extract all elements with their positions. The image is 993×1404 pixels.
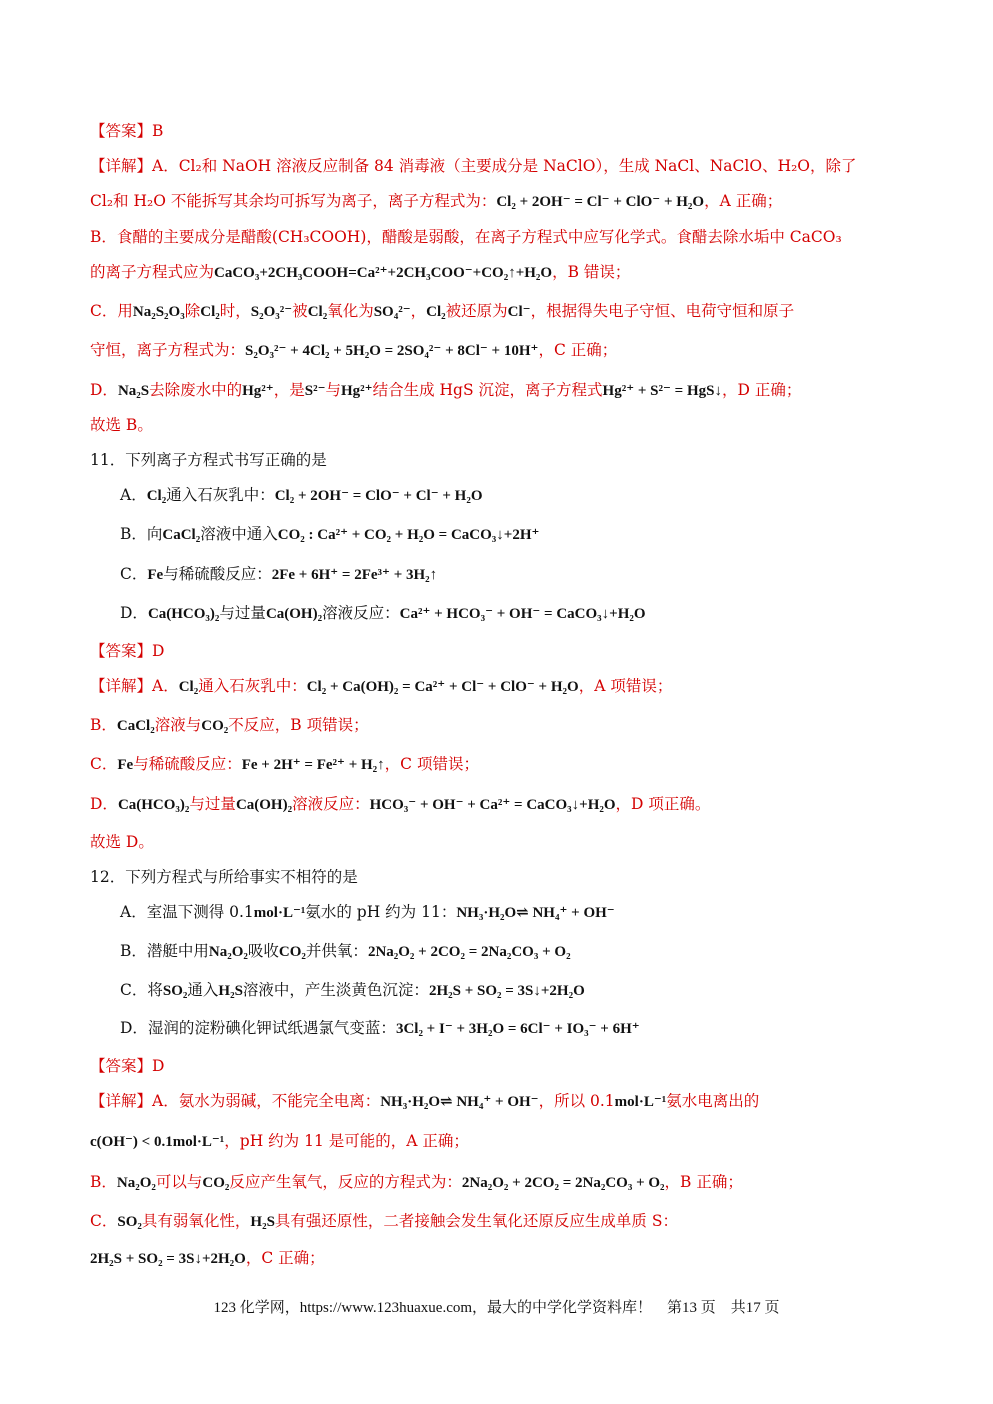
conclusion-line: 故选 D。	[90, 833, 154, 851]
formula: CaCl₂	[116, 718, 155, 734]
explanation-line: D．Ca(HCO₃)₂与过量Ca(OH)₂溶液反应：HCO₃⁻ + OH⁻ + Ca²⁺ = CaCO₃↓+H₂O，D 项正确。	[90, 795, 711, 813]
formula: Na₂O₂	[208, 944, 248, 960]
question-12-title: 12．下列方程式与所给事实不相符的是	[90, 868, 358, 886]
formula: Cl₂ + Ca(OH)₂ = Ca²⁺ + Cl⁻ + ClO⁻ + H₂O	[306, 679, 579, 695]
formula: Na₂O₂	[116, 1175, 156, 1191]
formula: Ca²⁺ + HCO₃⁻ + OH⁻ = CaCO₃↓+H₂O	[399, 606, 646, 622]
explanation-line: 的离子方程式应为CaCO₃+2CH₃COOH=Ca²⁺+2CH₃COO⁻+CO₂↑+H₂O，B 错误；	[90, 263, 631, 281]
conclusion-line: 故选 B。	[90, 416, 153, 434]
explanation-line: c(OH⁻) < 0.1mol·L⁻¹，pH 约为 11 是可能的，A 正确；	[90, 1132, 469, 1150]
option-d: D．Ca(HCO₃)₂与过量Ca(OH)₂溶液反应：Ca²⁺ + HCO₃⁻ + OH⁻ = CaCO₃↓+H₂O	[120, 604, 646, 622]
formula: Na₂S	[117, 383, 150, 399]
formula: CaCl₂	[162, 527, 201, 543]
option-c: C．Fe与稀硫酸反应：2Fe + 6H⁺ = 2Fe³⁺ + 3H₂↑	[120, 565, 438, 583]
explanation-line: C．Fe与稀硫酸反应：Fe + 2H⁺ = Fe²⁺ + H₂↑，C 项错误；	[90, 755, 479, 773]
explanation-line: B．Na₂O₂可以与CO₂反应产生氧气，反应的方程式为：2Na₂O₂ + 2CO₂ = 2Na₂CO₃ + O₂，B 正确；	[90, 1173, 743, 1191]
explanation-line: 2H₂S + SO₂ = 3S↓+2H₂O，C 正确；	[90, 1249, 325, 1267]
formula: S₂O₃²⁻ + 4Cl₂ + 5H₂O = 2SO₄²⁻ + 8Cl⁻ + 10H⁺	[245, 343, 539, 359]
formula: Cl₂ + 2OH⁻ = Cl⁻ + ClO⁻ + H₂O	[496, 194, 705, 210]
option-d: D．湿润的淀粉碘化钾试纸遇氯气变蓝：3Cl₂ + I⁻ + 3H₂O = 6Cl⁻ + IO₃⁻ + 6H⁺	[120, 1019, 640, 1037]
formula: 2Na₂O₂ + 2CO₂ = 2Na₂CO₃ + O₂	[367, 944, 571, 960]
formula: Ca(HCO₃)₂	[117, 797, 190, 813]
formula: Cl₂	[426, 304, 446, 320]
explanation-line: 【详解】A．Cl₂通入石灰乳中：Cl₂ + Ca(OH)₂ = Ca²⁺ + Cl⁻ + ClO⁻ + H₂O，A 项错误；	[90, 677, 673, 695]
option-a: A．室温下测得 0.1mol·L⁻¹氨水的 pH 约为 11：NH₃·H₂O⇌ NH₄⁺ + OH⁻	[120, 903, 615, 921]
formula: S₂O₃²⁻	[250, 304, 293, 320]
formula: SO₄²⁻	[373, 304, 411, 320]
formula: NH₃·H₂O⇌ NH₄⁺ + OH⁻	[380, 1094, 539, 1110]
explanation-line: 【详解】A．氨水为弱碱，不能完全电离：NH₃·H₂O⇌ NH₄⁺ + OH⁻，所以 0.1mol·L⁻¹氨水电离出的	[90, 1092, 760, 1110]
explanation-line: C．SO₂具有弱氧化性，H₂S具有强还原性，二者接触会发生氧化还原反应生成单质 S：	[90, 1212, 678, 1230]
formula: H₂S	[218, 983, 243, 999]
formula: 2H₂S + SO₂ = 3S↓+2H₂O	[428, 983, 585, 999]
explanation-line: 守恒，离子方程式为：S₂O₃²⁻ + 4Cl₂ + 5H₂O = 2SO₄²⁻ + 8Cl⁻ + 10H⁺，C 正确；	[90, 341, 618, 359]
formula: Ca(HCO₃)₂	[147, 606, 220, 622]
option-a: A．Cl₂通入石灰乳中：Cl₂ + 2OH⁻ = ClO⁻ + Cl⁻ + H₂O	[120, 486, 483, 504]
formula: Ca(OH)₂	[235, 797, 293, 813]
formula: S²⁻	[304, 383, 326, 399]
answer-label: 【答案】B	[90, 122, 164, 140]
formula: CO₂	[202, 1175, 230, 1191]
formula: CO₂	[278, 944, 306, 960]
formula: Fe	[147, 567, 164, 583]
answer-label: 【答案】D	[90, 642, 165, 660]
formula: c(OH⁻) < 0.1mol·L⁻¹	[90, 1134, 225, 1150]
formula: 2Na₂O₂ + 2CO₂ = 2Na₂CO₃ + O₂	[461, 1175, 665, 1191]
formula: CO₂ : Ca²⁺ + CO₂ + H₂O = CaCO₃↓+2H⁺	[277, 527, 540, 543]
formula: Hg²⁺	[242, 383, 274, 399]
formula: NH₃·H₂O⇌ NH₄⁺ + OH⁻	[456, 905, 615, 921]
formula: 3Cl₂ + I⁻ + 3H₂O = 6Cl⁻ + IO₃⁻ + 6H⁺	[395, 1021, 640, 1037]
formula: Cl₂ + 2OH⁻ = ClO⁻ + Cl⁻ + H₂O	[274, 488, 483, 504]
explanation-line: 【详解】A．Cl₂和 NaOH 溶液反应制备 84 消毒液（主要成分是 NaClO），生成 NaCl、NaClO、H₂O，除了	[90, 157, 857, 175]
formula: Hg²⁺ + S²⁻ = HgS↓	[602, 383, 722, 399]
formula: mol·L⁻¹	[614, 1094, 667, 1110]
formula: 2H₂S + SO₂ = 3S↓+2H₂O	[90, 1251, 246, 1267]
formula: CaCO₃+2CH₃COOH=Ca²⁺+2CH₃COO⁻+CO₂↑+H₂O	[214, 265, 553, 281]
formula: H₂S	[250, 1214, 275, 1230]
option-c: C．将SO₂通入H₂S溶液中，产生淡黄色沉淀：2H₂S + SO₂ = 3S↓+2H₂O	[120, 981, 585, 999]
formula: Hg²⁺	[341, 383, 373, 399]
explanation-line: D．Na₂S去除废水中的Hg²⁺，是S²⁻与Hg²⁺结合生成 HgS 沉淀，离子方程式Hg²⁺ + S²⁻ = HgS↓，D 正确；	[90, 381, 802, 399]
formula: Fe	[117, 757, 134, 773]
explanation-line: B．CaCl₂溶液与CO₂不反应，B 项错误；	[90, 716, 369, 734]
formula: Ca(OH)₂	[265, 606, 323, 622]
formula: SO₂	[162, 983, 188, 999]
formula: Cl₂	[200, 304, 220, 320]
formula: Cl₂	[178, 679, 199, 695]
formula: SO₂	[117, 1214, 142, 1230]
explanation-line: Cl₂和 H₂O 不能拆写其余均可拆写为离子，离子方程式为：Cl₂ + 2OH⁻ = Cl⁻ + ClO⁻ + H₂O，A 正确；	[90, 192, 783, 210]
formula: HCO₃⁻ + OH⁻ + Ca²⁺ = CaCO₃↓+H₂O	[369, 797, 616, 813]
formula: mol·L⁻¹	[253, 905, 306, 921]
formula: Cl₂	[307, 304, 328, 320]
answer-label: 【答案】D	[90, 1057, 165, 1075]
formula: Fe + 2H⁺ = Fe²⁺ + H₂↑	[241, 757, 385, 773]
explanation-line: B．食醋的主要成分是醋酸(CH₃COOH)，醋酸是弱酸，在离子方程式中应写化学式。食醋去除水垢中 CaCO₃	[90, 228, 842, 246]
option-b: B．潜艇中用Na₂O₂吸收CO₂并供氧：2Na₂O₂ + 2CO₂ = 2Na₂CO₃ + O₂	[120, 942, 571, 960]
question-11-title: 11．下列离子方程式书写正确的是	[90, 451, 327, 469]
explanation-line: C．用Na₂S₂O₃除Cl₂时，S₂O₃²⁻被Cl₂氧化为SO₄²⁻，Cl₂被还原为Cl⁻，根据得失电子守恒、电荷守恒和原子	[90, 302, 795, 320]
option-b: B．向CaCl₂溶液中通入CO₂ : Ca²⁺ + CO₂ + H₂O = CaCO₃↓+2H⁺	[120, 525, 540, 543]
page-footer: 123 化学网，https://www.123huaxue.com，最大的中学化学资料库！ 第13 页 共17 页	[213, 1300, 780, 1316]
formula: Cl⁻	[507, 304, 531, 320]
formula: CO₂	[201, 718, 229, 734]
formula: Cl₂	[146, 488, 167, 504]
formula: 2Fe + 6H⁺ = 2Fe³⁺ + 3H₂↑	[271, 567, 438, 583]
formula: Na₂S₂O₃	[132, 304, 185, 320]
